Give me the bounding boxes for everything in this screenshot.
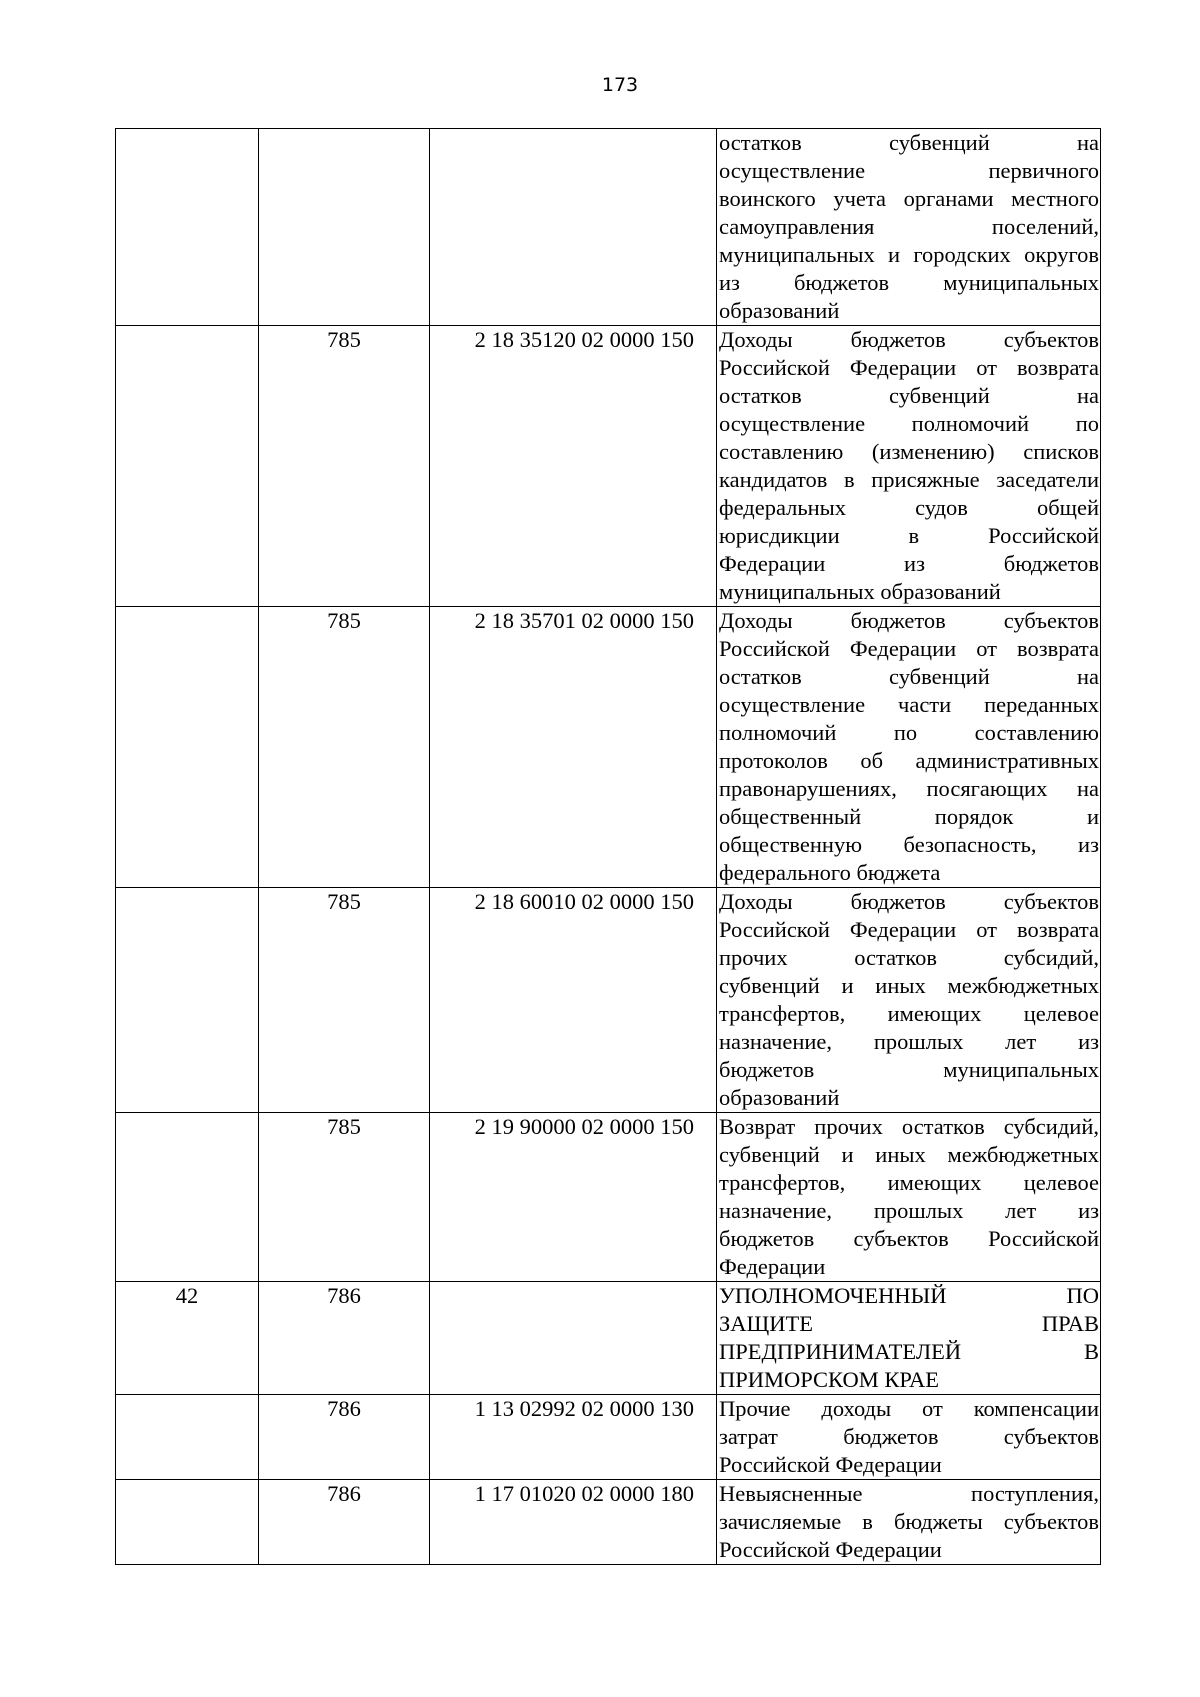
administrator-code-cell: 785 <box>259 888 430 1113</box>
budget-code-cell: 1 17 01020 02 0000 180 <box>430 1480 717 1565</box>
table-row <box>116 129 1101 326</box>
revenue-name-cell <box>717 607 1101 888</box>
revenue-name-line: юрисдикции в Российской <box>719 523 1099 548</box>
row-number-cell <box>116 129 259 326</box>
revenue-name-line: составлению (изменению) списков <box>719 439 1099 464</box>
revenue-name-line: воинского учета органами местного <box>719 186 1099 211</box>
row-number-cell <box>116 1480 259 1565</box>
revenue-name-line: Прочие доходы от компенсации <box>719 1396 1099 1421</box>
table-body <box>116 129 1101 1565</box>
revenue-name-line: Российской Федерации от возврата <box>719 917 1099 942</box>
administrator-code-cell: 785 <box>259 326 430 607</box>
table-row <box>116 888 1101 1113</box>
revenue-name-line: из бюджетов муниципальных <box>719 270 1099 295</box>
revenue-name-line: ПРИМОРСКОМ КРАЕ <box>719 1367 940 1392</box>
revenue-name-cell <box>717 1282 1101 1395</box>
revenue-name-line: субвенций и иных межбюджетных <box>719 973 1099 998</box>
revenue-name-line: муниципальных образований <box>719 579 1001 604</box>
budget-classification-table <box>115 128 1101 1565</box>
revenue-name-line: федерального бюджета <box>719 860 941 885</box>
revenue-name-line: Невыясненные поступления, <box>719 1481 1099 1506</box>
revenue-name-line: субвенций и иных межбюджетных <box>719 1142 1099 1167</box>
table-row <box>116 1282 1101 1395</box>
revenue-name-line: назначение, прошлых лет из <box>719 1029 1099 1054</box>
budget-code-cell: 2 18 35120 02 0000 150 <box>430 326 717 607</box>
revenue-name-line: правонарушениях, посягающих на <box>719 776 1099 801</box>
revenue-name-line: бюджетов субъектов Российской <box>719 1226 1099 1251</box>
row-number-cell: 42 <box>116 1282 259 1395</box>
administrator-code-cell: 785 <box>259 1113 430 1282</box>
revenue-name-line: кандидатов в присяжные заседатели <box>719 467 1099 492</box>
revenue-name-line: прочих остатков субсидий, <box>719 945 1099 970</box>
row-number-cell <box>116 888 259 1113</box>
revenue-name-cell <box>717 1113 1101 1282</box>
revenue-name-line: осуществление первичного <box>719 158 1099 183</box>
budget-code-cell: 2 18 35701 02 0000 150 <box>430 607 717 888</box>
table-row <box>116 326 1101 607</box>
revenue-name-line: УПОЛНОМОЧЕННЫЙ ПО <box>719 1283 1099 1308</box>
revenue-name-line: затрат бюджетов субъектов <box>719 1424 1099 1449</box>
row-number-cell <box>116 326 259 607</box>
revenue-name-line: остатков субвенций на <box>719 383 1099 408</box>
row-number-cell <box>116 607 259 888</box>
revenue-name-line: Российской Федерации от возврата <box>719 636 1099 661</box>
revenue-name-line: назначение, прошлых лет из <box>719 1198 1099 1223</box>
revenue-name-cell <box>717 326 1101 607</box>
row-number-cell <box>116 1113 259 1282</box>
budget-code-cell <box>430 1282 717 1395</box>
administrator-code-cell: 786 <box>259 1395 430 1480</box>
table-row <box>116 1480 1101 1565</box>
revenue-name-line: полномочий по составлению <box>719 720 1099 745</box>
administrator-code-cell: 786 <box>259 1480 430 1565</box>
table-row <box>116 1113 1101 1282</box>
budget-code-cell: 2 19 90000 02 0000 150 <box>430 1113 717 1282</box>
revenue-name-line: муниципальных и городских округов <box>719 242 1099 267</box>
revenue-name-line: Возврат прочих остатков субсидий, <box>719 1114 1099 1139</box>
revenue-name-line: Российской Федерации от возврата <box>719 355 1099 380</box>
administrator-code-cell: 785 <box>259 607 430 888</box>
budget-code-cell: 1 13 02992 02 0000 130 <box>430 1395 717 1480</box>
revenue-name-line: федеральных судов общей <box>719 495 1099 520</box>
revenue-name-line: трансфертов, имеющих целевое <box>719 1001 1099 1026</box>
revenue-name-cell <box>717 888 1101 1113</box>
page-number: 173 <box>601 74 639 96</box>
revenue-name-line: осуществление части переданных <box>719 692 1099 717</box>
budget-code-cell <box>430 129 717 326</box>
revenue-name-line: Доходы бюджетов субъектов <box>719 608 1099 633</box>
revenue-name-line: трансфертов, имеющих целевое <box>719 1170 1099 1195</box>
revenue-name-line: Федерации из бюджетов <box>719 551 1099 576</box>
table-row <box>116 1395 1101 1480</box>
revenue-name-line: остатков субвенций на <box>719 664 1099 689</box>
revenue-name-line: общественный порядок и <box>719 804 1099 829</box>
revenue-name-line: образований <box>719 1085 840 1110</box>
revenue-name-line: Российской Федерации <box>719 1537 942 1562</box>
row-number-cell <box>116 1395 259 1480</box>
revenue-name-cell <box>717 1480 1101 1565</box>
revenue-name-line: остатков субвенций на <box>719 130 1099 155</box>
revenue-name-line: ЗАЩИТЕ ПРАВ <box>719 1311 1099 1336</box>
revenue-name-line: Федерации <box>719 1254 826 1279</box>
administrator-code-cell <box>259 129 430 326</box>
administrator-code-cell: 786 <box>259 1282 430 1395</box>
revenue-name-cell <box>717 129 1101 326</box>
revenue-name-line: Российской Федерации <box>719 1452 942 1477</box>
budget-code-cell: 2 18 60010 02 0000 150 <box>430 888 717 1113</box>
revenue-name-line: самоуправления поселений, <box>719 214 1099 239</box>
revenue-name-line: бюджетов муниципальных <box>719 1057 1099 1082</box>
revenue-name-line: общественную безопасность, из <box>719 832 1099 857</box>
revenue-name-line: образований <box>719 298 840 323</box>
revenue-name-line: осуществление полномочий по <box>719 411 1099 436</box>
revenue-name-line: ПРЕДПРИНИМАТЕЛЕЙ В <box>719 1339 1099 1364</box>
table-row <box>116 607 1101 888</box>
revenue-name-cell <box>717 1395 1101 1480</box>
revenue-name-line: зачисляемые в бюджеты субъектов <box>719 1509 1099 1534</box>
revenue-name-line: Доходы бюджетов субъектов <box>719 327 1099 352</box>
revenue-name-line: протоколов об административных <box>719 748 1099 773</box>
revenue-name-line: Доходы бюджетов субъектов <box>719 889 1099 914</box>
